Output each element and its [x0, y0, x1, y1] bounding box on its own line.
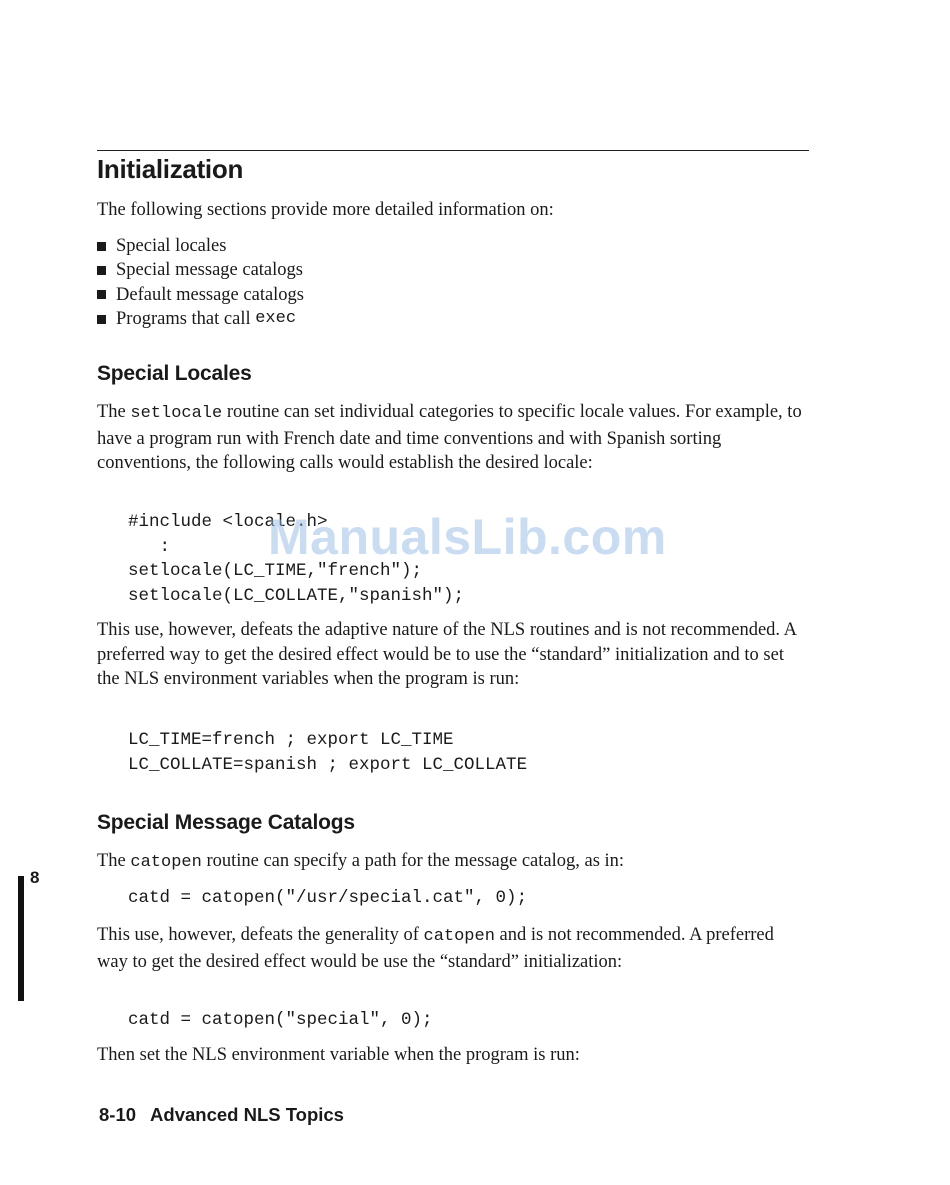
heading-special-catalogs: Special Message Catalogs — [97, 811, 355, 834]
code-line: LC_TIME=french ; export LC_TIME — [128, 730, 454, 750]
code-line: : — [128, 536, 171, 557]
code-block-env — [128, 728, 527, 777]
bullet-square-icon — [97, 315, 106, 324]
inline-code: exec — [255, 308, 297, 328]
intro-paragraph: The following sections provide more detailed information on: — [97, 200, 554, 220]
page-footer — [99, 1104, 344, 1126]
footer-title: Advanced NLS Topics — [150, 1104, 344, 1125]
section-rule — [97, 150, 809, 151]
code-line: LC_COLLATE=spanish ; export LC_COLLATE — [128, 754, 528, 775]
bullet-square-icon — [97, 290, 106, 299]
chapter-tab-bar — [18, 876, 24, 1001]
code-line: setlocale(LC_TIME,"french"); — [128, 561, 423, 581]
code-block-catopen-special: catd = catopen("special", 0); — [128, 1010, 433, 1030]
catalogs-paragraph-2: This use, however, defeats the generality of catopen and is not recommended. A preferred way to get the desired effect would be use the “standard” initialization: — [97, 925, 774, 972]
watermark: ManualsLib.com — [268, 509, 667, 565]
bullet-square-icon — [97, 266, 106, 275]
inline-code: catopen — [423, 927, 495, 946]
topic-list — [97, 234, 304, 331]
locales-paragraph-2: This use, however, defeats the adaptive nature of the NLS routines and is not recommended. A preferred way to get the desired effect would be to use the “standard” initialization and to set the NLS environment variables when the program is run: — [97, 620, 796, 689]
code-line: setlocale(LC_COLLATE,"spanish"); — [128, 585, 465, 606]
bullet-square-icon — [97, 242, 106, 251]
code-block-catopen-path: catd = catopen("/usr/special.cat", 0); — [128, 888, 528, 908]
inline-code: setlocale — [130, 404, 223, 423]
list-item: Special message catalogs — [97, 258, 304, 282]
catalogs-paragraph-1: The catopen routine can specify a path for the message catalog, as in: — [97, 851, 625, 872]
list-item: Default message catalogs — [97, 283, 304, 307]
chapter-tab-number: 8 — [30, 868, 40, 887]
list-item: Special locales — [97, 234, 304, 258]
list-item: Programs that call exec — [97, 307, 304, 331]
section-title: Initialization — [97, 154, 244, 184]
catalogs-paragraph-3: Then set the NLS environment variable when the program is run: — [97, 1045, 580, 1065]
heading-special-locales: Special Locales — [97, 362, 252, 385]
inline-code: catopen — [130, 853, 202, 872]
locales-paragraph-1: The setlocale routine can set individual categories to specific locale values. For example, to have a program run with French date and time conventions and with Spanish sorting conventions, the following calls would establish the desired locale: — [97, 402, 802, 473]
page-number: 8-10 — [99, 1104, 137, 1125]
code-line: #include <locale.h> — [128, 512, 328, 532]
